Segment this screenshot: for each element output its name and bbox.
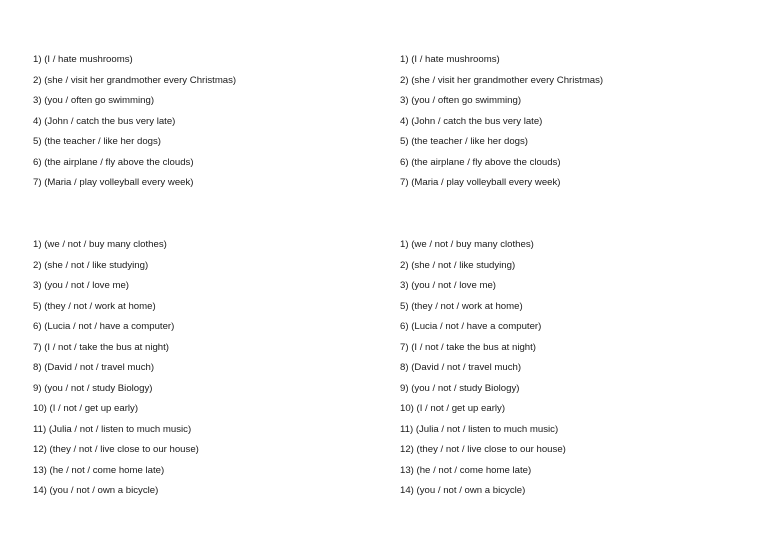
exercise-item: 1) (we / not / buy many clothes)	[400, 239, 534, 250]
exercise-item: 4) (John / catch the bus very late)	[400, 115, 543, 127]
exercise-item: 8) (David / not / travel much)	[33, 362, 155, 373]
exercise-item: 3) (you / not / love me)	[400, 280, 496, 291]
exercise-item: 14) (you / not / own a bicycle)	[400, 485, 526, 496]
exercise-item: 6) (Lucia / not / have a computer)	[400, 321, 542, 332]
exercise-item: 5) (the teacher / like her dogs)	[400, 136, 528, 147]
exercise-item: 13) (he / not / come home late)	[33, 464, 165, 476]
negative-list-left	[33, 238, 383, 505]
exercise-item: 3) (you / often go swimming)	[33, 95, 155, 106]
exercise-item: 5) (they / not / work at home)	[33, 300, 156, 312]
exercise-item: 10) (I / not / get up early)	[400, 403, 506, 414]
affirmative-list-left	[33, 53, 383, 197]
exercise-item: 6) (the airplane / fly above the clouds)	[400, 156, 561, 168]
exercise-item: 7) (I / not / take the bus at night)	[33, 341, 169, 353]
exercise-item: 1) (I / hate mushrooms)	[400, 54, 500, 65]
exercise-item: 2) (she / visit her grandmother every Christmas)	[400, 74, 604, 86]
exercise-item: 9) (you / not / study Biology)	[400, 382, 520, 394]
exercise-item: 5) (they / not / work at home)	[400, 300, 523, 312]
exercise-item: 6) (the airplane / fly above the clouds)	[33, 156, 194, 168]
exercise-item: 2) (she / not / like studying)	[33, 259, 149, 271]
exercise-item: 11) (Julia / not / listen to much music)	[400, 423, 559, 435]
exercise-item: 10) (I / not / get up early)	[33, 403, 139, 414]
affirmative-list-right	[400, 53, 750, 197]
exercise-item: 3) (you / often go swimming)	[400, 95, 522, 106]
exercise-item: 13) (he / not / come home late)	[400, 464, 532, 476]
exercise-item: 7) (I / not / take the bus at night)	[400, 341, 536, 353]
exercise-item: 7) (Maria / play volleyball every week)	[33, 177, 194, 188]
exercise-item: 5) (the teacher / like her dogs)	[33, 136, 161, 147]
exercise-item: 2) (she / visit her grandmother every Christmas)	[33, 74, 237, 86]
exercise-item: 8) (David / not / travel much)	[400, 362, 522, 373]
exercise-item: 6) (Lucia / not / have a computer)	[33, 321, 175, 332]
exercise-item: 2) (she / not / like studying)	[400, 259, 516, 271]
exercise-item: 3) (you / not / love me)	[33, 280, 129, 291]
exercise-item: 1) (we / not / buy many clothes)	[33, 239, 167, 250]
negative-list-right	[400, 238, 750, 505]
exercise-item: 9) (you / not / study Biology)	[33, 382, 153, 394]
exercise-item: 7) (Maria / play volleyball every week)	[400, 177, 561, 188]
exercise-item: 1) (I / hate mushrooms)	[33, 54, 133, 65]
exercise-item: 12) (they / not / live close to our house)	[400, 444, 566, 455]
exercise-item: 14) (you / not / own a bicycle)	[33, 485, 159, 496]
exercise-item: 4) (John / catch the bus very late)	[33, 115, 176, 127]
exercise-item: 12) (they / not / live close to our house)	[33, 444, 199, 455]
exercise-item: 11) (Julia / not / listen to much music)	[33, 423, 192, 435]
